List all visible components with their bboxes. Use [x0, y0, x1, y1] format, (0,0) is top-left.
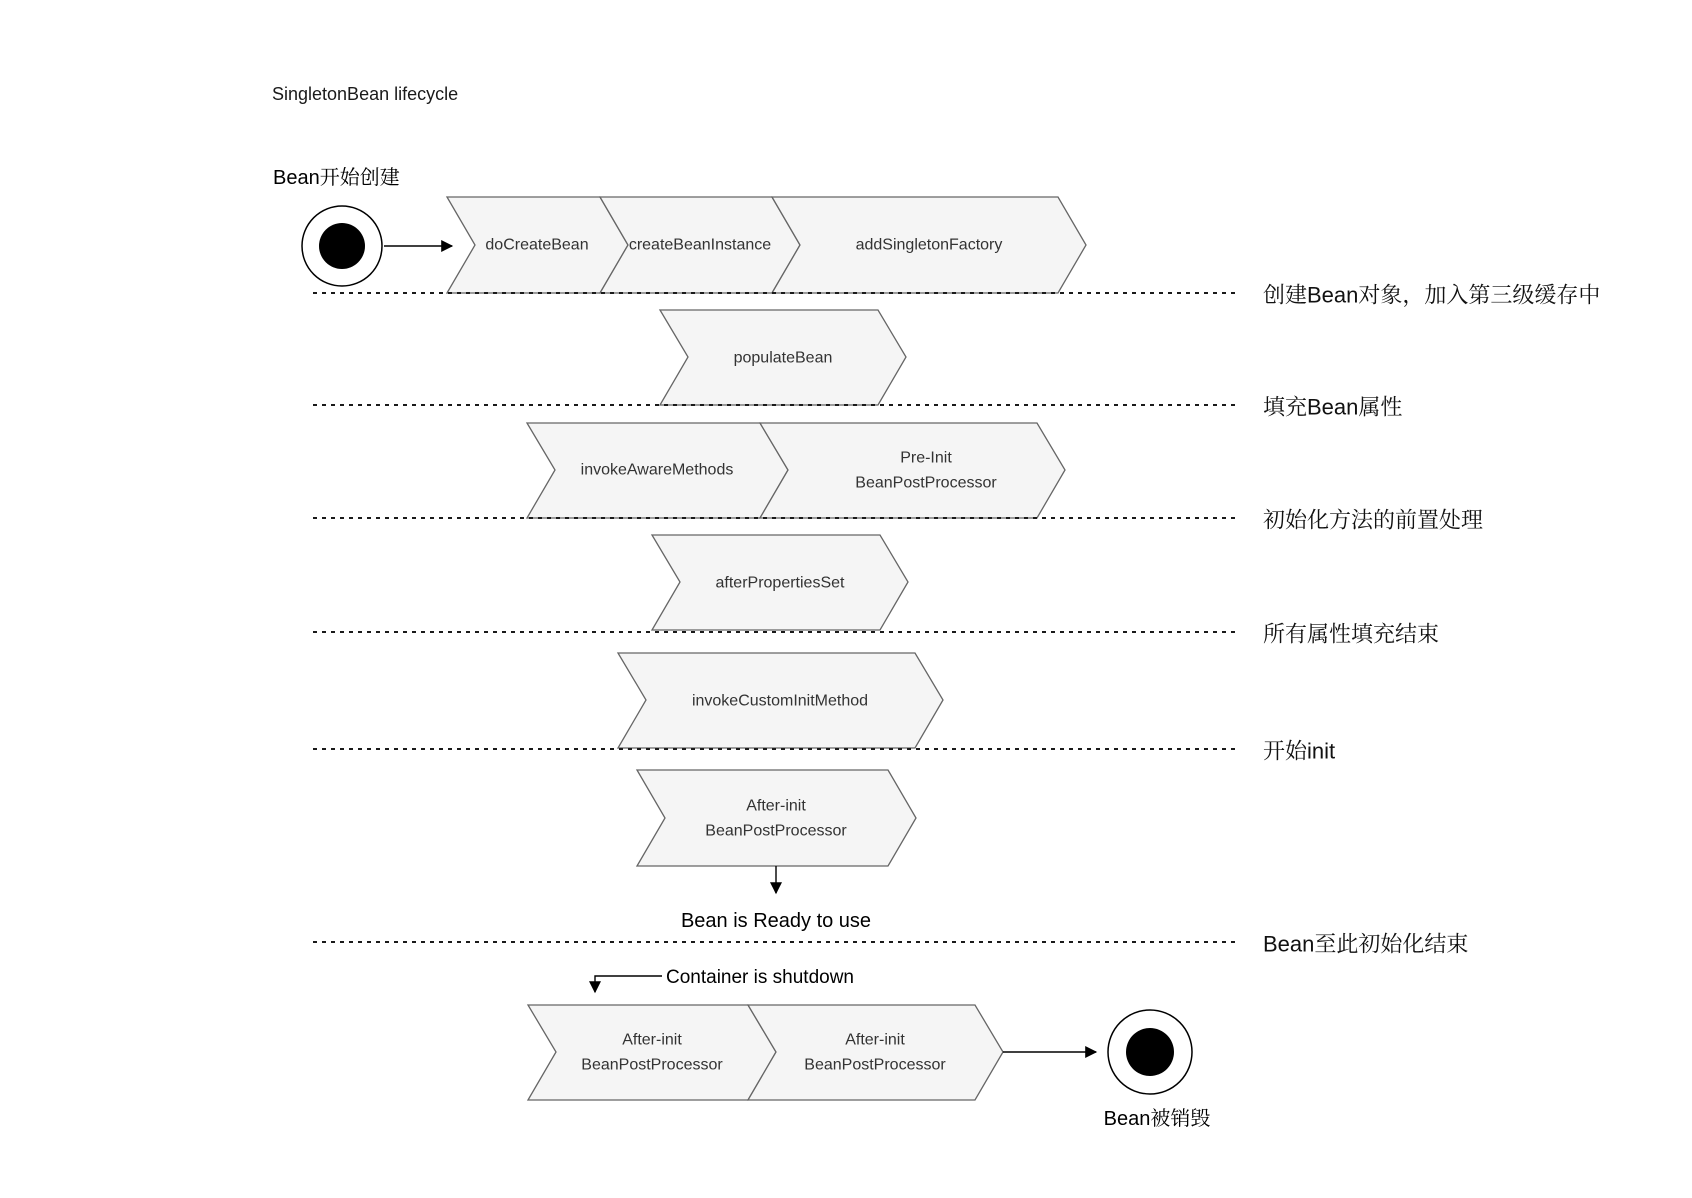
start-label: Bean开始创建: [273, 167, 400, 189]
page-title: SingletonBean lifecycle: [272, 84, 459, 104]
phase-annotation-4: 所有属性填充结束: [1263, 621, 1440, 647]
stage-label: createBeanInstance: [628, 236, 772, 254]
stage-chevron-after-init-beanpostprocessor: [637, 770, 916, 866]
phase-annotation-1: 创建Bean对象，加入第三级缓存中: [1263, 282, 1601, 308]
stage-label-line1: After-init: [746, 797, 806, 815]
stage-label-line2: BeanPostProcessor: [855, 474, 997, 492]
stage-label-line1: Pre-Init: [900, 449, 952, 467]
stage-label: populateBean: [733, 349, 833, 367]
stage-label-line2: BeanPostProcessor: [804, 1056, 946, 1074]
start-state-node: [302, 206, 382, 286]
stage-label: invokeAwareMethods: [580, 461, 734, 479]
stage-chevron-destroy-1: [528, 1005, 776, 1100]
stage-row-3: [527, 423, 1065, 518]
end-state-node: [1108, 1010, 1192, 1094]
stage-label: invokeCustomInitMethod: [691, 692, 869, 710]
end-label: Bean被销毁: [1103, 1108, 1211, 1130]
phase-annotation-2: 填充Bean属性: [1263, 394, 1403, 420]
ready-label: Bean is Ready to use: [680, 910, 872, 932]
stage-row-2: [660, 310, 906, 405]
shutdown-label: Container is shutdown: [666, 967, 854, 988]
phase-annotation-6: Bean至此初始化结束: [1263, 931, 1469, 957]
stage-label-line2: BeanPostProcessor: [705, 822, 847, 840]
stage-chevron-destroy-2: [748, 1005, 1003, 1100]
stage-row-7: [528, 1005, 1003, 1100]
stage-label-line1: After-init: [622, 1031, 682, 1049]
stage-label-line1: After-init: [845, 1031, 905, 1049]
stage-chevron-pre-init-beanpostprocessor: [760, 423, 1065, 518]
start-inner-circle-icon: [319, 223, 365, 269]
stage-row-1: [447, 197, 1086, 293]
shutdown-connector: [595, 976, 662, 992]
stage-row-4: [652, 535, 908, 630]
stage-label: addSingletonFactory: [855, 236, 1003, 254]
stage-row-6: [637, 770, 916, 866]
stage-label-line2: BeanPostProcessor: [581, 1056, 723, 1074]
end-inner-circle-icon: [1126, 1028, 1174, 1076]
stage-label: doCreateBean: [485, 236, 589, 254]
stage-label: afterPropertiesSet: [715, 574, 845, 592]
stage-row-5: [618, 653, 943, 748]
phase-annotation-3: 初始化方法的前置处理: [1263, 507, 1484, 533]
phase-annotation-5: 开始init: [1263, 738, 1336, 764]
